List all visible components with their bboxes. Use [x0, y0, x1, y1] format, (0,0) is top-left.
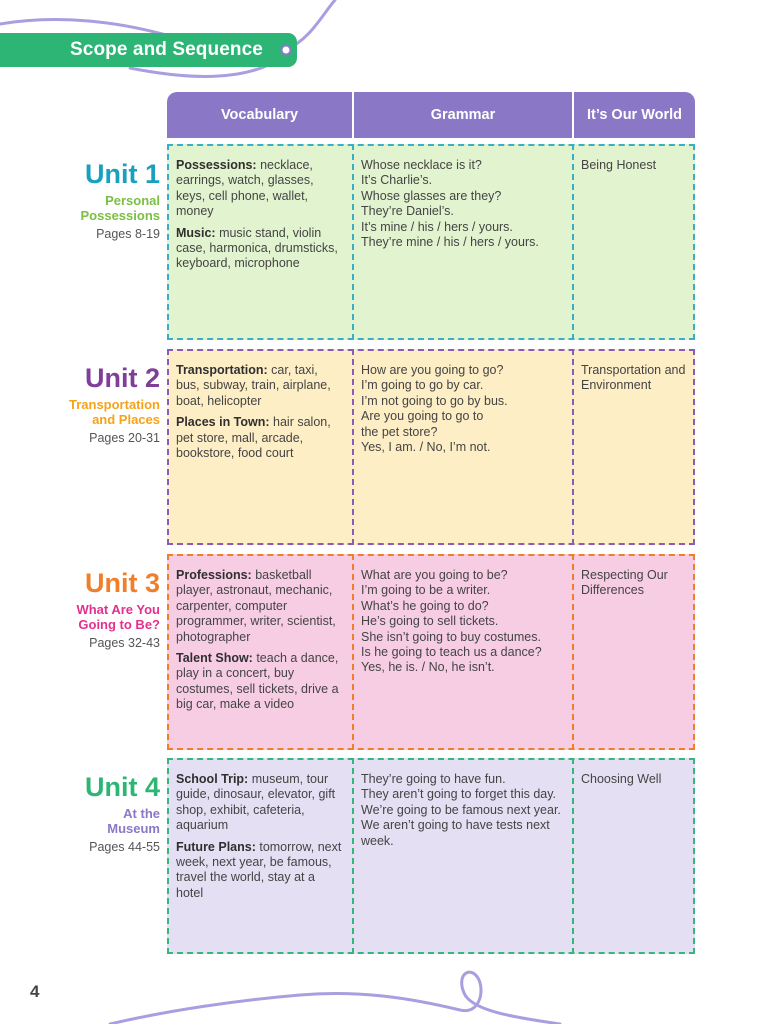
unit-pages: Pages 20-31 [89, 431, 160, 445]
unit-4-row [167, 758, 695, 954]
unit-4-world: Choosing Well [581, 772, 662, 786]
unit-pages: Pages 44-55 [89, 840, 160, 854]
unit-3-world: Respecting Our Differences [581, 568, 668, 598]
unit-subtitle: Transportation and Places [68, 397, 160, 427]
unit-4-grammar: They’re going to have fun. They aren’t going to forget this day. We’re going to be famous next year. We aren’t going to have tests next week. [361, 772, 561, 848]
unit-1-world: Being Honest [581, 158, 657, 172]
unit-4-label [0, 772, 160, 855]
unit-pages: Pages 8-19 [96, 227, 160, 241]
unit-2-label [0, 363, 160, 446]
column-header-world: It’s Our World [586, 107, 683, 123]
unit-title: Unit 3 [84, 568, 160, 598]
unit-title: Unit 4 [84, 772, 160, 802]
unit-3-row [167, 554, 695, 750]
page-number: 4 [30, 982, 40, 1001]
unit-pages: Pages 32-43 [89, 636, 160, 650]
unit-1-grammar: Whose necklace is it? It’s Charlie’s. Whose glasses are they? They’re Daniel’s. It’s mine / his / hers / yours. They’re mine / his / hers / yours. [361, 158, 539, 250]
unit-3-grammar: What are you going to be? I’m going to be a writer. What’s he going to do? He’s going to sell tickets. She isn’t going to buy costumes. Is he going to teach us a dance? Yes, he is. / No, he isn’t. [361, 568, 542, 675]
unit-4-vocabulary: School Trip: museum, tour guide, dinosaur, elevator, gift shop, exhibit, cafeteria, aquarium Future Plans: tomorrow, next week, next year, be famous, travel the world, stay at a hotel [176, 772, 342, 900]
unit-subtitle: At the Museum [107, 806, 160, 836]
banner-pin-icon [279, 43, 293, 57]
unit-2-grammar: How are you going to go? I’m going to go by car. I’m not going to go by bus. Are you going to go to the pet store? Yes, I am. / No, I’m not. [361, 363, 508, 455]
column-header-vocabulary: Vocabulary [220, 107, 299, 123]
page-title: Scope and Sequence [70, 39, 263, 60]
unit-subtitle: What Are You Going to Be? [76, 602, 160, 632]
unit-title: Unit 1 [84, 159, 160, 189]
unit-3-vocabulary: Professions: basketball player, astronaut, mechanic, carpenter, computer programmer, writer, scientist, photographer Talent Show: teach a dance, play in a concert, buy costumes, sell tickets, drive a big car, make a video [176, 568, 339, 712]
unit-title: Unit 2 [84, 363, 160, 393]
table-header [167, 92, 695, 138]
unit-2-vocabulary: Transportation: car, taxi, bus, subway, train, airplane, boat, helicopter Places in Town: hair salon, pet store, mall, arcade, bookstore, food court [176, 363, 331, 461]
unit-subtitle: Personal Possessions [80, 193, 160, 223]
section-banner [0, 33, 297, 67]
unit-1-label [0, 159, 160, 242]
unit-2-world: Transportation and Environment [581, 363, 686, 393]
unit-1-row [167, 144, 695, 340]
unit-2-row [167, 349, 695, 545]
unit-1-vocabulary: Possessions: necklace, earrings, watch, glasses, keys, cell phone, wallet, money Music: music stand, violin case, harmonica, drumsticks, keyboard, microphone [176, 158, 338, 271]
column-header-grammar: Grammar [430, 107, 496, 123]
unit-3-label [0, 568, 160, 651]
